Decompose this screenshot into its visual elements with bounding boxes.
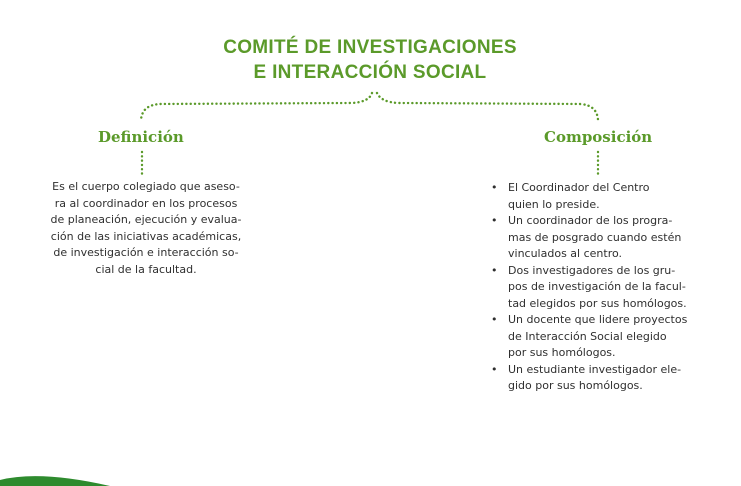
composition-item-line: gido por sus homólogos. [508,379,643,392]
composition-item-line: pos de investigación de la facul- [508,280,686,293]
composition-item-line: El Coordinador del Centro [508,181,650,194]
composition-list [491,180,687,395]
definition-line: de planeación, ejecución y evalua- [50,213,242,227]
bullet-icon: • [491,362,498,376]
bullet-icon: • [491,214,498,227]
composition-heading: Composición [544,128,653,146]
bullet-icon: • [491,263,498,277]
definition-line: Es el cuerpo colegiado que aseso- [52,180,240,193]
bullet-icon: • [491,181,498,194]
composition-item-line: de Interacción Social elegido [508,329,667,343]
composition-item [491,362,687,395]
composition-item-line: Un coordinador de los progra- [508,214,673,227]
definition-heading: Definición [98,128,184,146]
definition-line: ra al coordinador en los procesos [54,196,238,210]
composition-item-line: vinculados al centro. [508,247,623,260]
diagram-title-line-1: COMITÉ DE INVESTIGACIONES [223,37,517,58]
composition-item-line: por sus homólogos. [508,346,616,359]
definition-line: cial de la facultad. [95,262,197,276]
definition-line: de investigación e interacción so- [53,246,239,260]
corner-swoosh-decoration [0,470,120,486]
composition-item [491,263,687,313]
diagram-title-line-2: E INTERACCIÓN SOCIAL [253,62,487,83]
composition-item [491,312,687,362]
definition-text [28,179,264,279]
composition-item-line: quien lo preside. [508,197,600,211]
composition-item [491,180,687,213]
composition-item-line: Un estudiante investigador ele- [508,362,682,376]
bracket-left-arm [141,93,372,120]
composition-item-line: Dos investigadores de los gru- [508,263,676,277]
definition-line: ción de las iniciativas académicas, [50,229,242,243]
bracket-right-arm [377,93,598,120]
composition-item [491,213,687,263]
composition-item-line: Un docente que lidere proyectos [508,313,688,326]
bullet-icon: • [491,313,498,326]
composition-item-line: tad elegidos por sus homólogos. [508,296,687,310]
composition-item-line: mas de posgrado cuando estén [508,230,682,244]
